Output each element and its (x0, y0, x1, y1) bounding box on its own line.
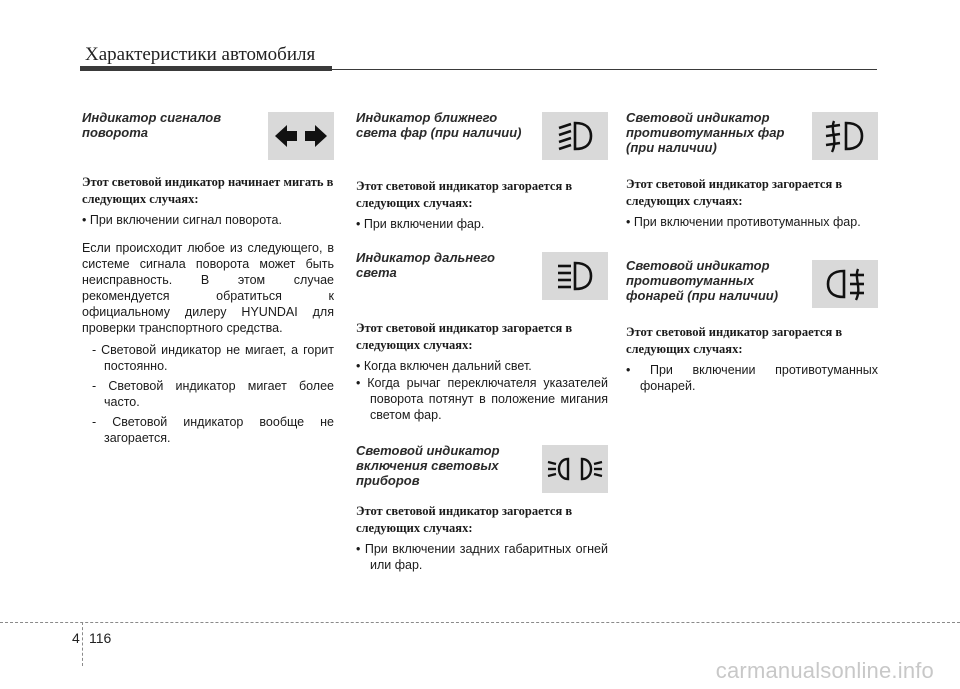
section-title: Индикатор ближнего света фар (при наличии) (356, 110, 522, 140)
section-intro: Этот световой индикатор загорается в следующих случаях: (626, 325, 843, 356)
watermark: carmanualsonline.info (715, 658, 934, 683)
bullet-item: • При включении противотуманных фар. (626, 215, 861, 229)
section-rear-fog (626, 258, 878, 394)
header-rule-thick (80, 66, 332, 71)
position-lamp-icon (542, 445, 608, 493)
section-title: Индикатор сигналов поворота (82, 110, 222, 140)
bullet-item: • При включении сигнал поворота. (82, 213, 282, 227)
dash-item: - Световой индикатор не мигает, а горит постоянно. (92, 343, 334, 373)
page-number: 116 (89, 630, 112, 646)
section-title: Световой индикатор противотуманных фонарей (при наличии) (626, 258, 779, 303)
section-intro: Этот световой индикатор загорается в следующих случаях: (356, 504, 573, 535)
section-title: Световой индикатор включения световых приборов (356, 443, 500, 488)
paragraph: Если происходит любое из следующего, в системе сигнала поворота может быть неисправность. В этом случае рекомендуется обратиться к официальному дилеру HYUNDAI для проверки транспортного средства. (82, 241, 334, 335)
section-intro: Этот световой индикатор начинает мигать в следующих случаях: (82, 175, 334, 206)
chapter-title: Характеристики автомобиля (85, 44, 316, 65)
section-front-fog (626, 110, 878, 230)
high-beam-icon (542, 252, 608, 300)
dash-item: - Световой индикатор мигает более часто. (92, 379, 334, 409)
low-beam-icon (542, 112, 608, 160)
footer-rule (0, 622, 960, 623)
section-intro: Этот световой индикатор загорается в следующих случаях: (626, 177, 843, 208)
column-1 (82, 110, 334, 450)
section-title: Световой индикатор противотуманных фар (при наличии) (626, 110, 785, 155)
section-turn-signal (82, 110, 334, 446)
chapter-number: 4 (72, 630, 80, 646)
section-intro: Этот световой индикатор загорается в следующих случаях: (356, 179, 573, 210)
bullet-item: • При включении фар. (356, 217, 485, 231)
bullet-item: • Когда включен дальний свет. (356, 359, 532, 373)
section-position-lamps (356, 443, 608, 573)
front-fog-light-icon (812, 112, 878, 160)
footer-divider (82, 622, 83, 666)
column-3 (626, 110, 878, 395)
section-title: Индикатор дальнего света (356, 250, 495, 280)
bullet-item: • При включении задних габаритных огней или фар. (356, 542, 608, 572)
rear-fog-light-icon (812, 260, 878, 308)
bullet-item: • При включении противотуманных фонарей. (626, 363, 878, 393)
section-low-beam (356, 110, 608, 232)
section-high-beam (356, 250, 608, 423)
header-rule-thin (332, 69, 877, 70)
bullet-item: • Когда рычаг переключателя указателей поворота потянут в положение мигания светом фар. (356, 376, 608, 422)
column-2 (356, 110, 608, 574)
dash-item: - Световой индикатор вообще не загорается. (92, 415, 334, 445)
section-intro: Этот световой индикатор загорается в следующих случаях: (356, 321, 573, 352)
turn-signal-arrows-icon (268, 112, 334, 160)
